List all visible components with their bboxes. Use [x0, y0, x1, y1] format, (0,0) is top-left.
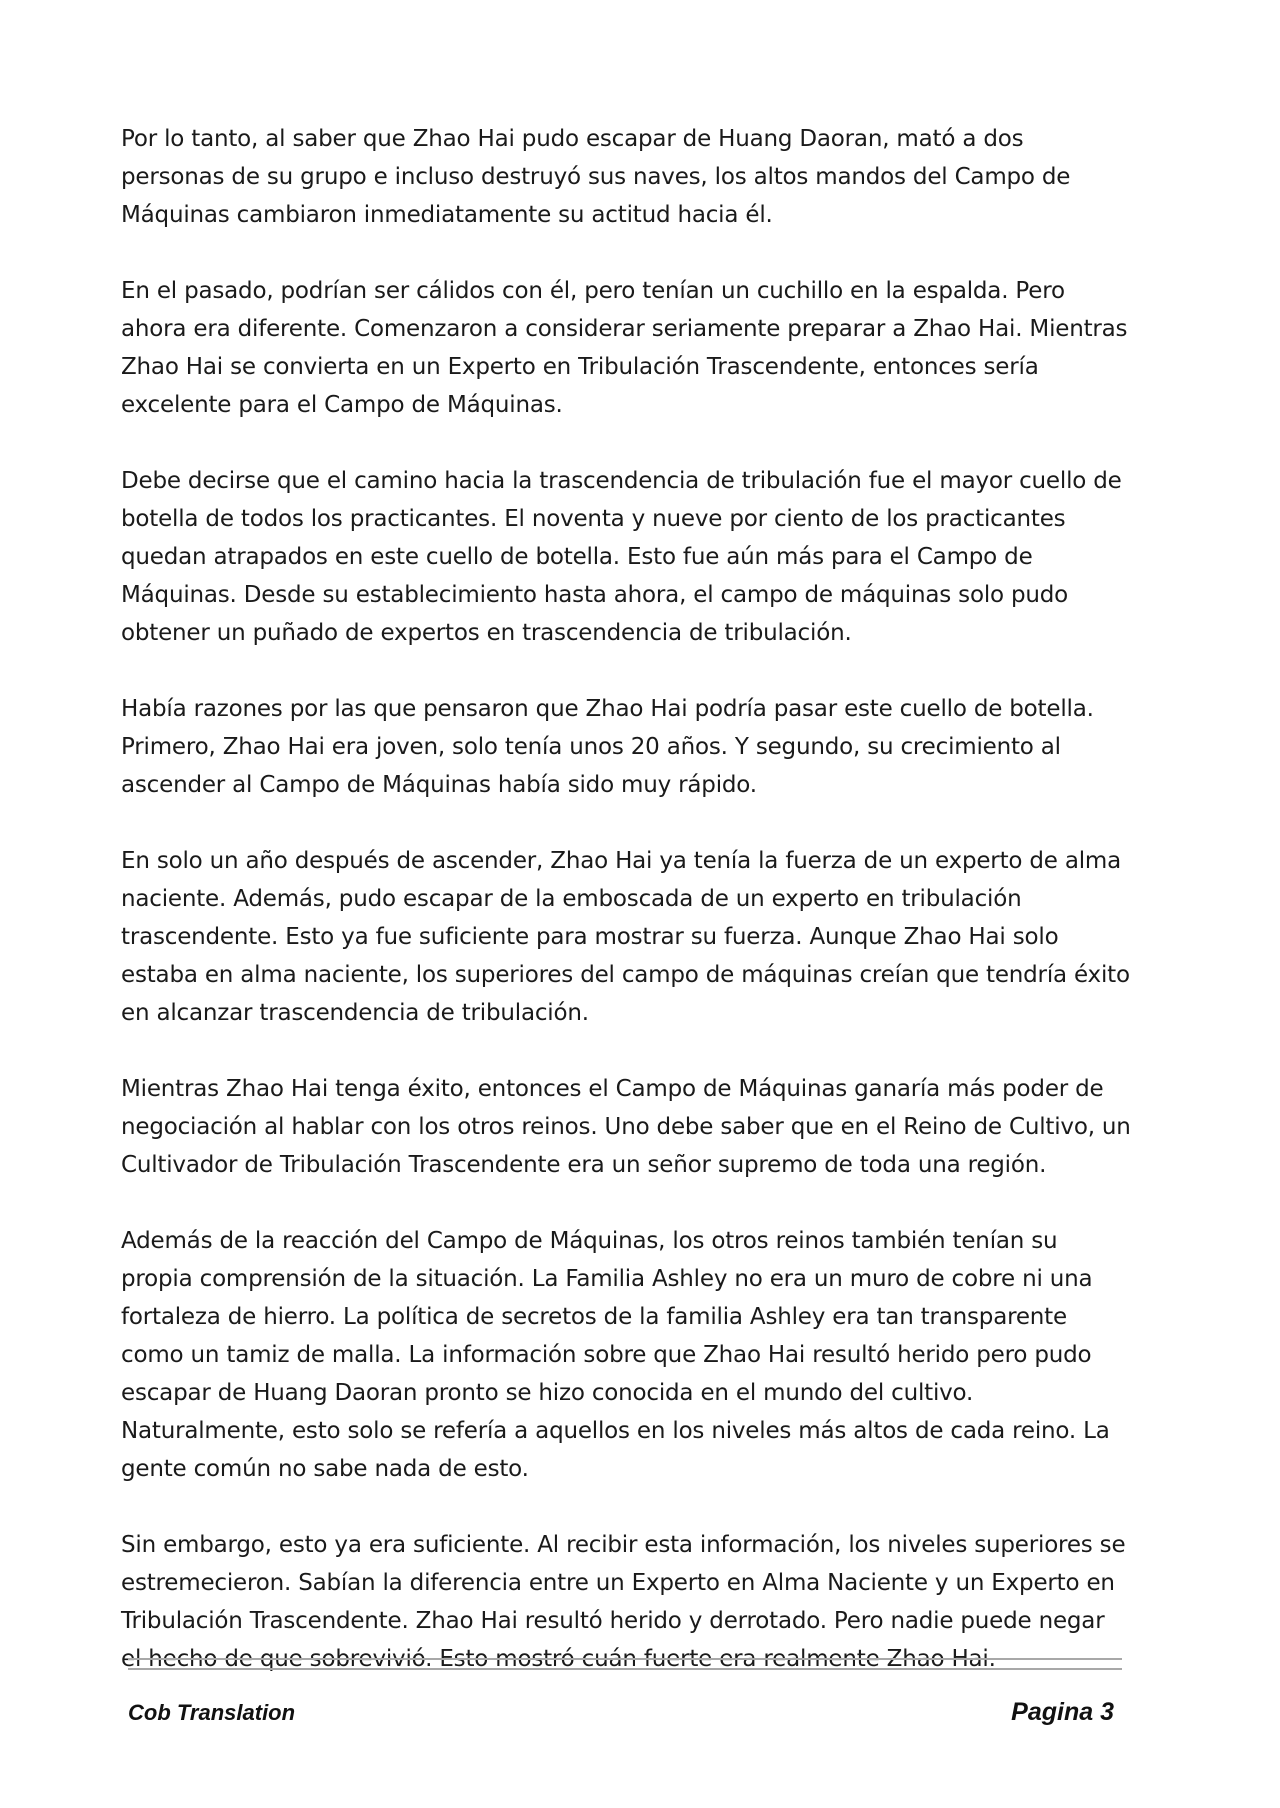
footer-credit: Cob Translation [128, 1700, 296, 1725]
paragraph-6: Mientras Zhao Hai tenga éxito, entonces el Campo de Máquinas ganaría más poder de negociación al hablar con los otros reinos. Uno debe saber que en el Reino de Cultivo, un Cultivador de Tribulación Trascendente era un señor supremo de toda una región. [121, 1076, 1131, 1178]
paragraph-3: Debe decirse que el camino hacia la trascendencia de tribulación fue el mayor cuello de botella de todos los practicantes. El noventa y nueve por ciento de los practicantes quedan atrapados en este cuello de botella. Esto fue aún más para el Campo de Máquinas. Desde su establecimiento hasta ahora, el campo de máquinas solo pudo obtener un puñado de expertos en trascendencia de tribulación. [121, 468, 1122, 646]
paragraph-1: Por lo tanto, al saber que Zhao Hai pudo escapar de Huang Daoran, mató a dos personas de su grupo e incluso destruyó sus naves, los altos mandos del Campo de Máquinas cambiaron inmediatamente su actitud hacia él. [121, 126, 1071, 228]
paragraph-4: Había razones por las que pensaron que Zhao Hai podría pasar este cuello de botella. Primero, Zhao Hai era joven, solo tenía unos 20 años. Y segundo, su crecimiento al ascender al Campo de Máquinas había sido muy rápido. [121, 696, 1094, 798]
page-number: Pagina 3 [1011, 1698, 1114, 1726]
paragraph-2: En el pasado, podrían ser cálidos con él, pero tenían un cuchillo en la espalda. Pero ahora era diferente. Comenzaron a considerar seriamente preparar a Zhao Hai. Mientras Zhao Hai se convierta en un Experto en Tribulación Trascendente, entonces sería excelente para el Campo de Máquinas. [121, 278, 1128, 418]
paragraph-7: Además de la reacción del Campo de Máquinas, los otros reinos también tenían su propia comprensión de la situación. La Familia Ashley no era un muro de cobre ni una fortaleza de hierro. La política de secretos de la familia Ashley era tan transparente como un tamiz de malla. La información sobre que Zhao Hai resultó herido pero pudo escapar de Huang Daoran pronto se hizo conocida en el mundo del cultivo. Naturalmente, esto solo se refería a aquellos en los niveles más altos de cada reino. La gente común no sabe nada de esto. [121, 1228, 1110, 1482]
footer-divider-top [128, 1658, 1122, 1660]
paragraph-8: Sin embargo, esto ya era suficiente. Al recibir esta información, los niveles superiores se estremecieron. Sabían la diferencia entre un Experto en Alma Naciente y un Experto en Tribulación Trascendente. Zhao Hai resultó herido y derrotado. Pero nadie puede negar el hecho de que sobrevivió. Esto mostró cuán fuerte era realmente Zhao Hai. [121, 1532, 1126, 1672]
paragraph-5: En solo un año después de ascender, Zhao Hai ya tenía la fuerza de un experto de alma naciente. Además, pudo escapar de la emboscada de un experto en tribulación trascendente. Esto ya fue suficiente para mostrar su fuerza. Aunque Zhao Hai solo estaba en alma naciente, los superiores del campo de máquinas creían que tendría éxito en alcanzar trascendencia de tribulación. [121, 848, 1130, 1026]
footer-divider-bottom [128, 1668, 1122, 1670]
page-body [121, 120, 1131, 1716]
